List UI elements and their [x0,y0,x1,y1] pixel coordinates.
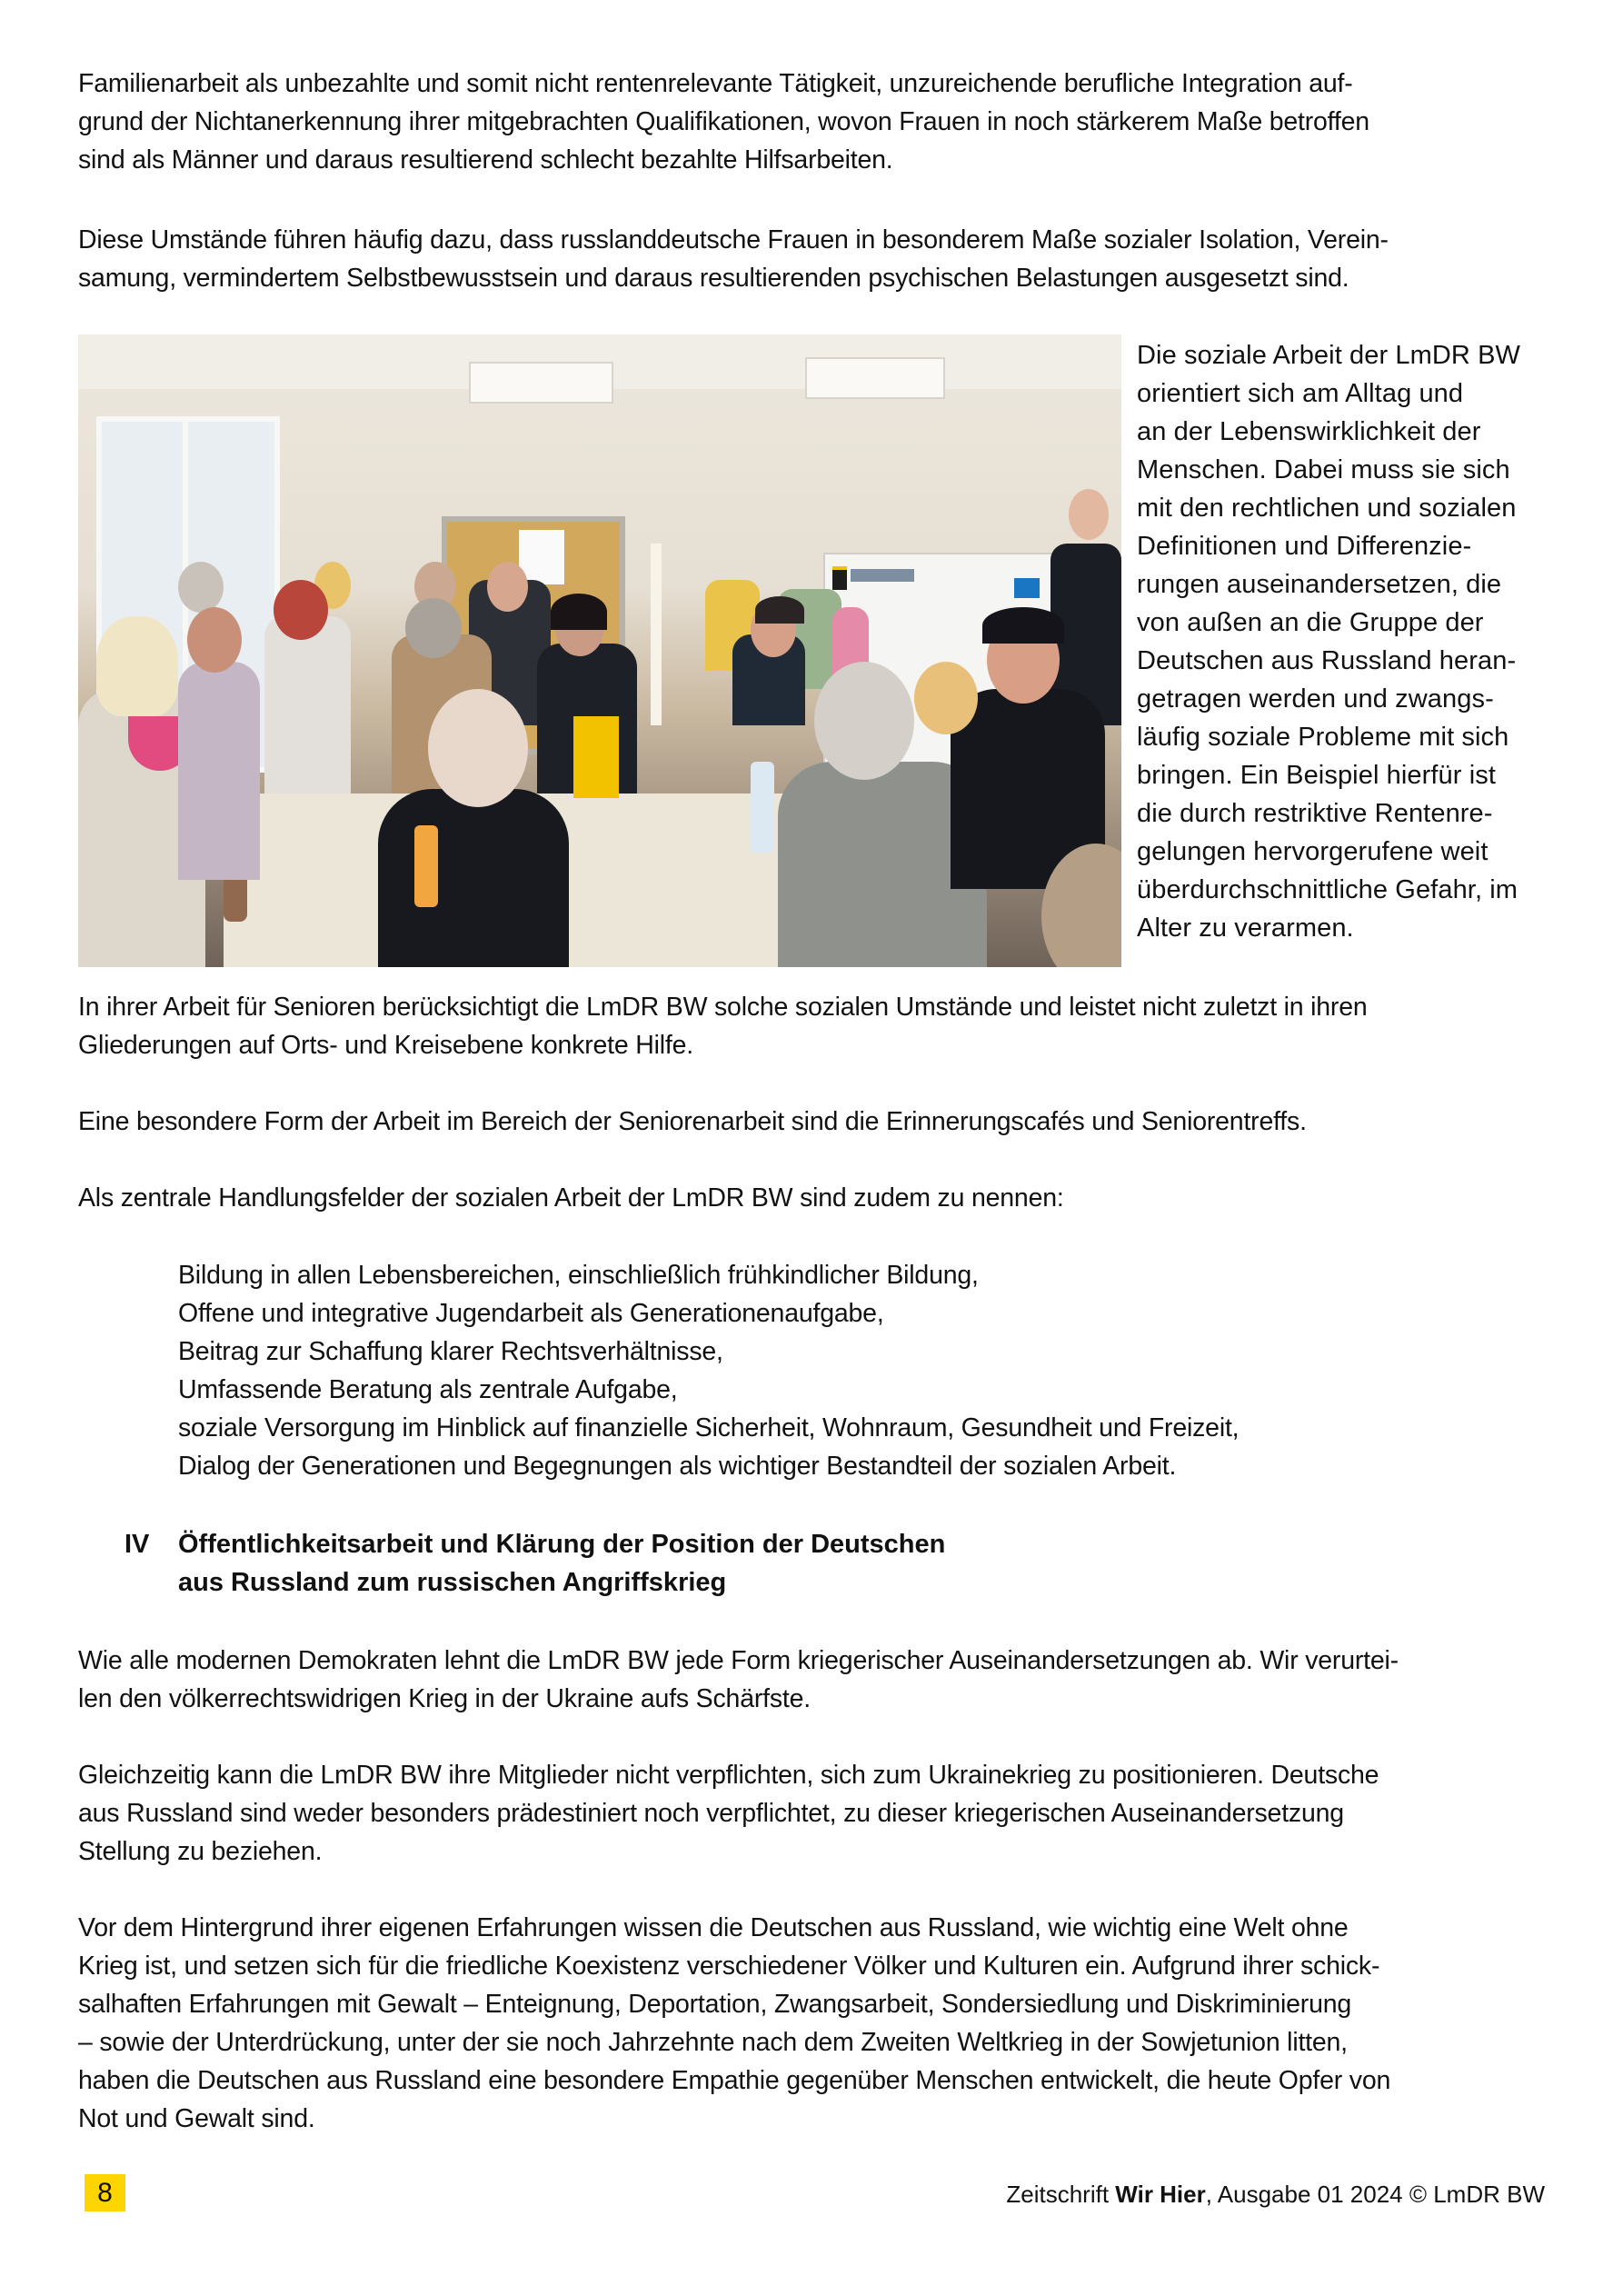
text-line: die durch restriktive Rentenre- [1137,799,1493,828]
text-line: Als zentrale Handlungsfelder der sozialen Arbeit der LmDR BW sind zudem zu nennen: [78,1183,1064,1213]
text-line: grund der Nichtanerkennung ihrer mitgebrachten Qualifikationen, wovon Frauen in noch stärkerem Maße betroffen [78,107,1369,136]
meeting-photo [78,334,1121,967]
list-item: soziale Versorgung im Hinblick auf finanzielle Sicherheit, Wohnraum, Gesundheit und Freizeit, [178,1413,1240,1442]
footer-prefix: Zeitschrift [1006,2181,1116,2208]
list-item: Umfassende Beratung als zentrale Aufgabe, [178,1375,678,1404]
text-line: In ihrer Arbeit für Senioren berücksichtigt die LmDR BW solche sozialen Umstände und leistet nicht zuletzt in ihren [78,993,1368,1022]
list-item: Beitrag zur Schaffung klarer Rechtsverhältnisse, [178,1337,723,1366]
text-line: gelungen hervorgerufene weit [1137,837,1489,866]
action-fields-list [178,1256,1239,1485]
text-line: Gliederungen auf Orts- und Kreisebene konkrete Hilfe. [78,1031,693,1060]
side-column-text [1137,336,1520,947]
text-line: Stellung zu beziehen. [78,1837,323,1866]
organization-logo [832,566,847,590]
text-line: Not und Gewalt sind. [78,2104,315,2133]
text-line: len den völkerrechtswidrigen Krieg in der Ukraine aufs Schärfste. [78,1684,811,1713]
text-line: überdurchschnittliche Gefahr, im [1137,875,1518,904]
paragraph-8 [78,1909,1390,2138]
text-line: Eine besondere Form der Arbeit im Bereich der Seniorenarbeit sind die Erinnerungscafés und Seniorentreffs. [78,1107,1307,1136]
footer-credit [1006,2179,1545,2210]
magazine-name: Wir Hier [1115,2181,1206,2208]
list-item: Bildung in allen Lebensbereichen, einschließlich frühkindlicher Bildung, [178,1261,979,1290]
paragraph-3 [78,988,1368,1064]
paragraph-6 [78,1642,1399,1718]
text-line: läufig soziale Probleme mit sich [1137,723,1509,752]
text-line: – sowie der Unterdrückung, unter der sie noch Jahrzehnte nach dem Zweiten Weltkrieg in der Sowjetunion litten, [78,2028,1348,2057]
heading-line: Öffentlichkeitsarbeit und Klärung der Position der Deutschen [178,1530,946,1559]
text-line: orientiert sich am Alltag und [1137,379,1464,408]
text-line: getragen werden und zwangs- [1137,684,1494,714]
page-number-badge: 8 [85,2174,125,2211]
text-line: Vor dem Hintergrund ihrer eigenen Erfahrungen wissen die Deutschen aus Russland, wie wichtig eine Welt ohne [78,1913,1349,1942]
text-line: sind als Männer und daraus resultierend schlecht bezahlte Hilfsarbeiten. [78,145,893,175]
section-number: IV [124,1530,150,1559]
text-line: Definitionen und Differenzie- [1137,532,1472,561]
paragraph-1 [78,65,1369,179]
paragraph-7 [78,1756,1379,1871]
text-line: haben die Deutschen aus Russland eine besondere Empathie gegenüber Menschen entwickelt, die heute Opfer von [78,2066,1391,2095]
list-item: Offene und integrative Jugendarbeit als Generationenaufgabe, [178,1299,884,1328]
paragraph-2 [78,221,1389,297]
text-line: Deutschen aus Russland heran- [1137,646,1517,675]
heading-line: aus Russland zum russischen Angriffskrieg [178,1568,727,1597]
text-line: salhaften Erfahrungen mit Gewalt – Enteignung, Deportation, Zwangsarbeit, Sondersiedlung und Diskriminierung [78,1990,1352,2019]
paragraph-4 [78,1103,1307,1141]
text-line: Familienarbeit als unbezahlte und somit nicht rentenrelevante Tätigkeit, unzureichende berufliche Integration auf- [78,69,1353,98]
footer-suffix: , Ausgabe 01 2024 © LmDR BW [1205,2181,1545,2208]
paragraph-5 [78,1179,1064,1217]
text-line: rungen auseinandersetzen, die [1137,570,1502,599]
text-line: Gleichzeitig kann die LmDR BW ihre Mitglieder nicht verpflichten, sich zum Ukrainekrieg zu positionieren. Deutsche [78,1761,1379,1790]
text-line: Diese Umstände führen häufig dazu, dass russlanddeutsche Frauen in besonderem Maße sozialer Isolation, Verein- [78,225,1389,255]
text-line: aus Russland sind weder besonders prädestiniert noch verpflichtet, zu dieser kriegerischen Auseinandersetzung [78,1799,1344,1828]
text-line: Wie alle modernen Demokraten lehnt die LmDR BW jede Form kriegerischer Auseinandersetzungen ab. Wir verurtei- [78,1646,1399,1675]
list-item: Dialog der Generationen und Begegnungen als wichtiger Bestandteil der sozialen Arbeit. [178,1452,1177,1481]
text-line: an der Lebenswirklichkeit der [1137,417,1481,446]
section-title [178,1525,945,1602]
text-line: Alter zu verarmen. [1137,913,1354,943]
text-line: samung, vermindertem Selbstbewusstsein und daraus resultierenden psychischen Belastungen ausgesetzt sind. [78,264,1349,293]
text-line: Krieg ist, und setzen sich für die friedliche Koexistenz verschiedener Völker und Kulturen ein. Aufgrund ihrer schick- [78,1952,1380,1981]
text-line: von außen an die Gruppe der [1137,608,1484,637]
text-line: bringen. Ein Beispiel hierfür ist [1137,761,1496,790]
text-line: Die soziale Arbeit der LmDR BW [1137,341,1521,370]
text-line: Menschen. Dabei muss sie sich [1137,455,1510,484]
text-line: mit den rechtlichen und sozialen [1137,494,1517,523]
